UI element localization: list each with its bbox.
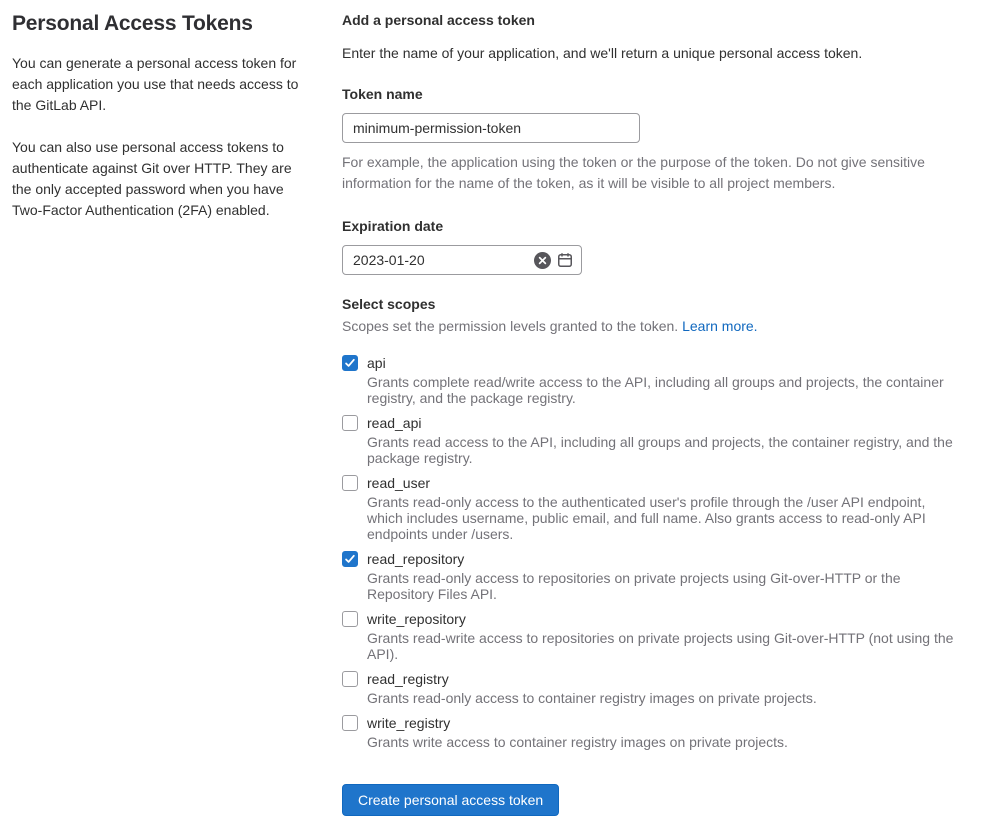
scope-description: Grants read-write access to repositories on private projects using Git-over-HTTP (not using the API). [367, 630, 954, 662]
scope-checkbox[interactable] [342, 671, 358, 687]
scope-text [367, 670, 817, 706]
scope-row [342, 414, 966, 466]
scope-text [367, 474, 965, 542]
scopes-section [342, 296, 966, 816]
scope-row [342, 610, 966, 662]
scope-checkbox[interactable] [342, 415, 358, 431]
scope-text [367, 550, 965, 602]
token-form [342, 12, 966, 816]
scope-name-label[interactable]: read_repository [367, 551, 465, 567]
scope-description: Grants write access to container registry images on private projects. [367, 734, 788, 750]
token-name-help: For example, the application using the token or the purpose of the token. Do not give sensitive information for the name of the token, as it will be visible to all project members. [342, 154, 925, 191]
scope-checkbox[interactable] [342, 551, 358, 567]
scope-description: Grants read access to the API, including all groups and projects, the container registry, and the package registry. [367, 434, 953, 466]
scope-text [367, 414, 965, 466]
create-token-button[interactable]: Create personal access token [342, 784, 559, 816]
scope-name-label[interactable]: read_api [367, 415, 422, 431]
scope-checkbox[interactable] [342, 611, 358, 627]
scope-name-label[interactable]: read_user [367, 475, 431, 491]
scope-row [342, 714, 966, 750]
scope-name-label[interactable]: read_registry [367, 671, 449, 687]
scope-text [367, 354, 965, 406]
intro-paragraph-1: You can generate a personal access token for each application you use that needs access to the GitLab API. [12, 55, 299, 113]
expiration-date-input[interactable] [353, 252, 528, 268]
clear-date-button[interactable] [534, 252, 551, 269]
scope-text [367, 714, 788, 750]
intro-paragraph-2: You can also use personal access tokens to authenticate against Git over HTTP. They are the only accepted password when you have Two-Factor Authentication (2FA) enabled. [12, 139, 292, 218]
scope-description: Grants complete read/write access to the API, including all groups and projects, the container registry, and the package registry. [367, 374, 944, 406]
scope-row [342, 354, 966, 406]
scope-text [367, 610, 965, 662]
scope-row [342, 670, 966, 706]
learn-more-link[interactable]: Learn more. [682, 318, 758, 334]
token-name-label: Token name [342, 86, 423, 102]
scope-name-label[interactable]: write_repository [367, 611, 466, 627]
expiration-field [342, 218, 966, 275]
token-name-input[interactable] [342, 113, 640, 143]
scopes-help [342, 318, 966, 335]
scopes-help-text: Scopes set the permission levels granted to the token. [342, 318, 679, 334]
scope-row [342, 474, 966, 542]
scope-checkbox[interactable] [342, 355, 358, 371]
circle-x-icon [534, 252, 551, 269]
scope-name-label[interactable]: write_registry [367, 715, 451, 731]
page-title: Personal Access Tokens [12, 12, 253, 35]
scope-checkbox[interactable] [342, 715, 358, 731]
calendar-icon [557, 252, 573, 268]
expiration-date-input-wrapper [342, 245, 582, 275]
expiration-label: Expiration date [342, 218, 444, 234]
page-intro-panel [12, 12, 314, 816]
scope-checkbox[interactable] [342, 475, 358, 491]
scope-description: Grants read-only access to container registry images on private projects. [367, 690, 817, 706]
scope-description: Grants read-only access to repositories on private projects using Git-over-HTTP or the Repository Files API. [367, 570, 901, 602]
scope-list [342, 354, 966, 750]
scopes-label: Select scopes [342, 296, 436, 312]
form-description: Enter the name of your application, and we'll return a unique personal access token. [342, 45, 863, 61]
scope-name-label[interactable]: api [367, 355, 386, 371]
form-heading: Add a personal access token [342, 12, 535, 28]
token-name-field [342, 86, 966, 194]
scope-description: Grants read-only access to the authenticated user's profile through the /user API endpoint, which includes username, public email, and full name. Also grants access to read-only API endpoints under /users. [367, 494, 926, 542]
scope-row [342, 550, 966, 602]
